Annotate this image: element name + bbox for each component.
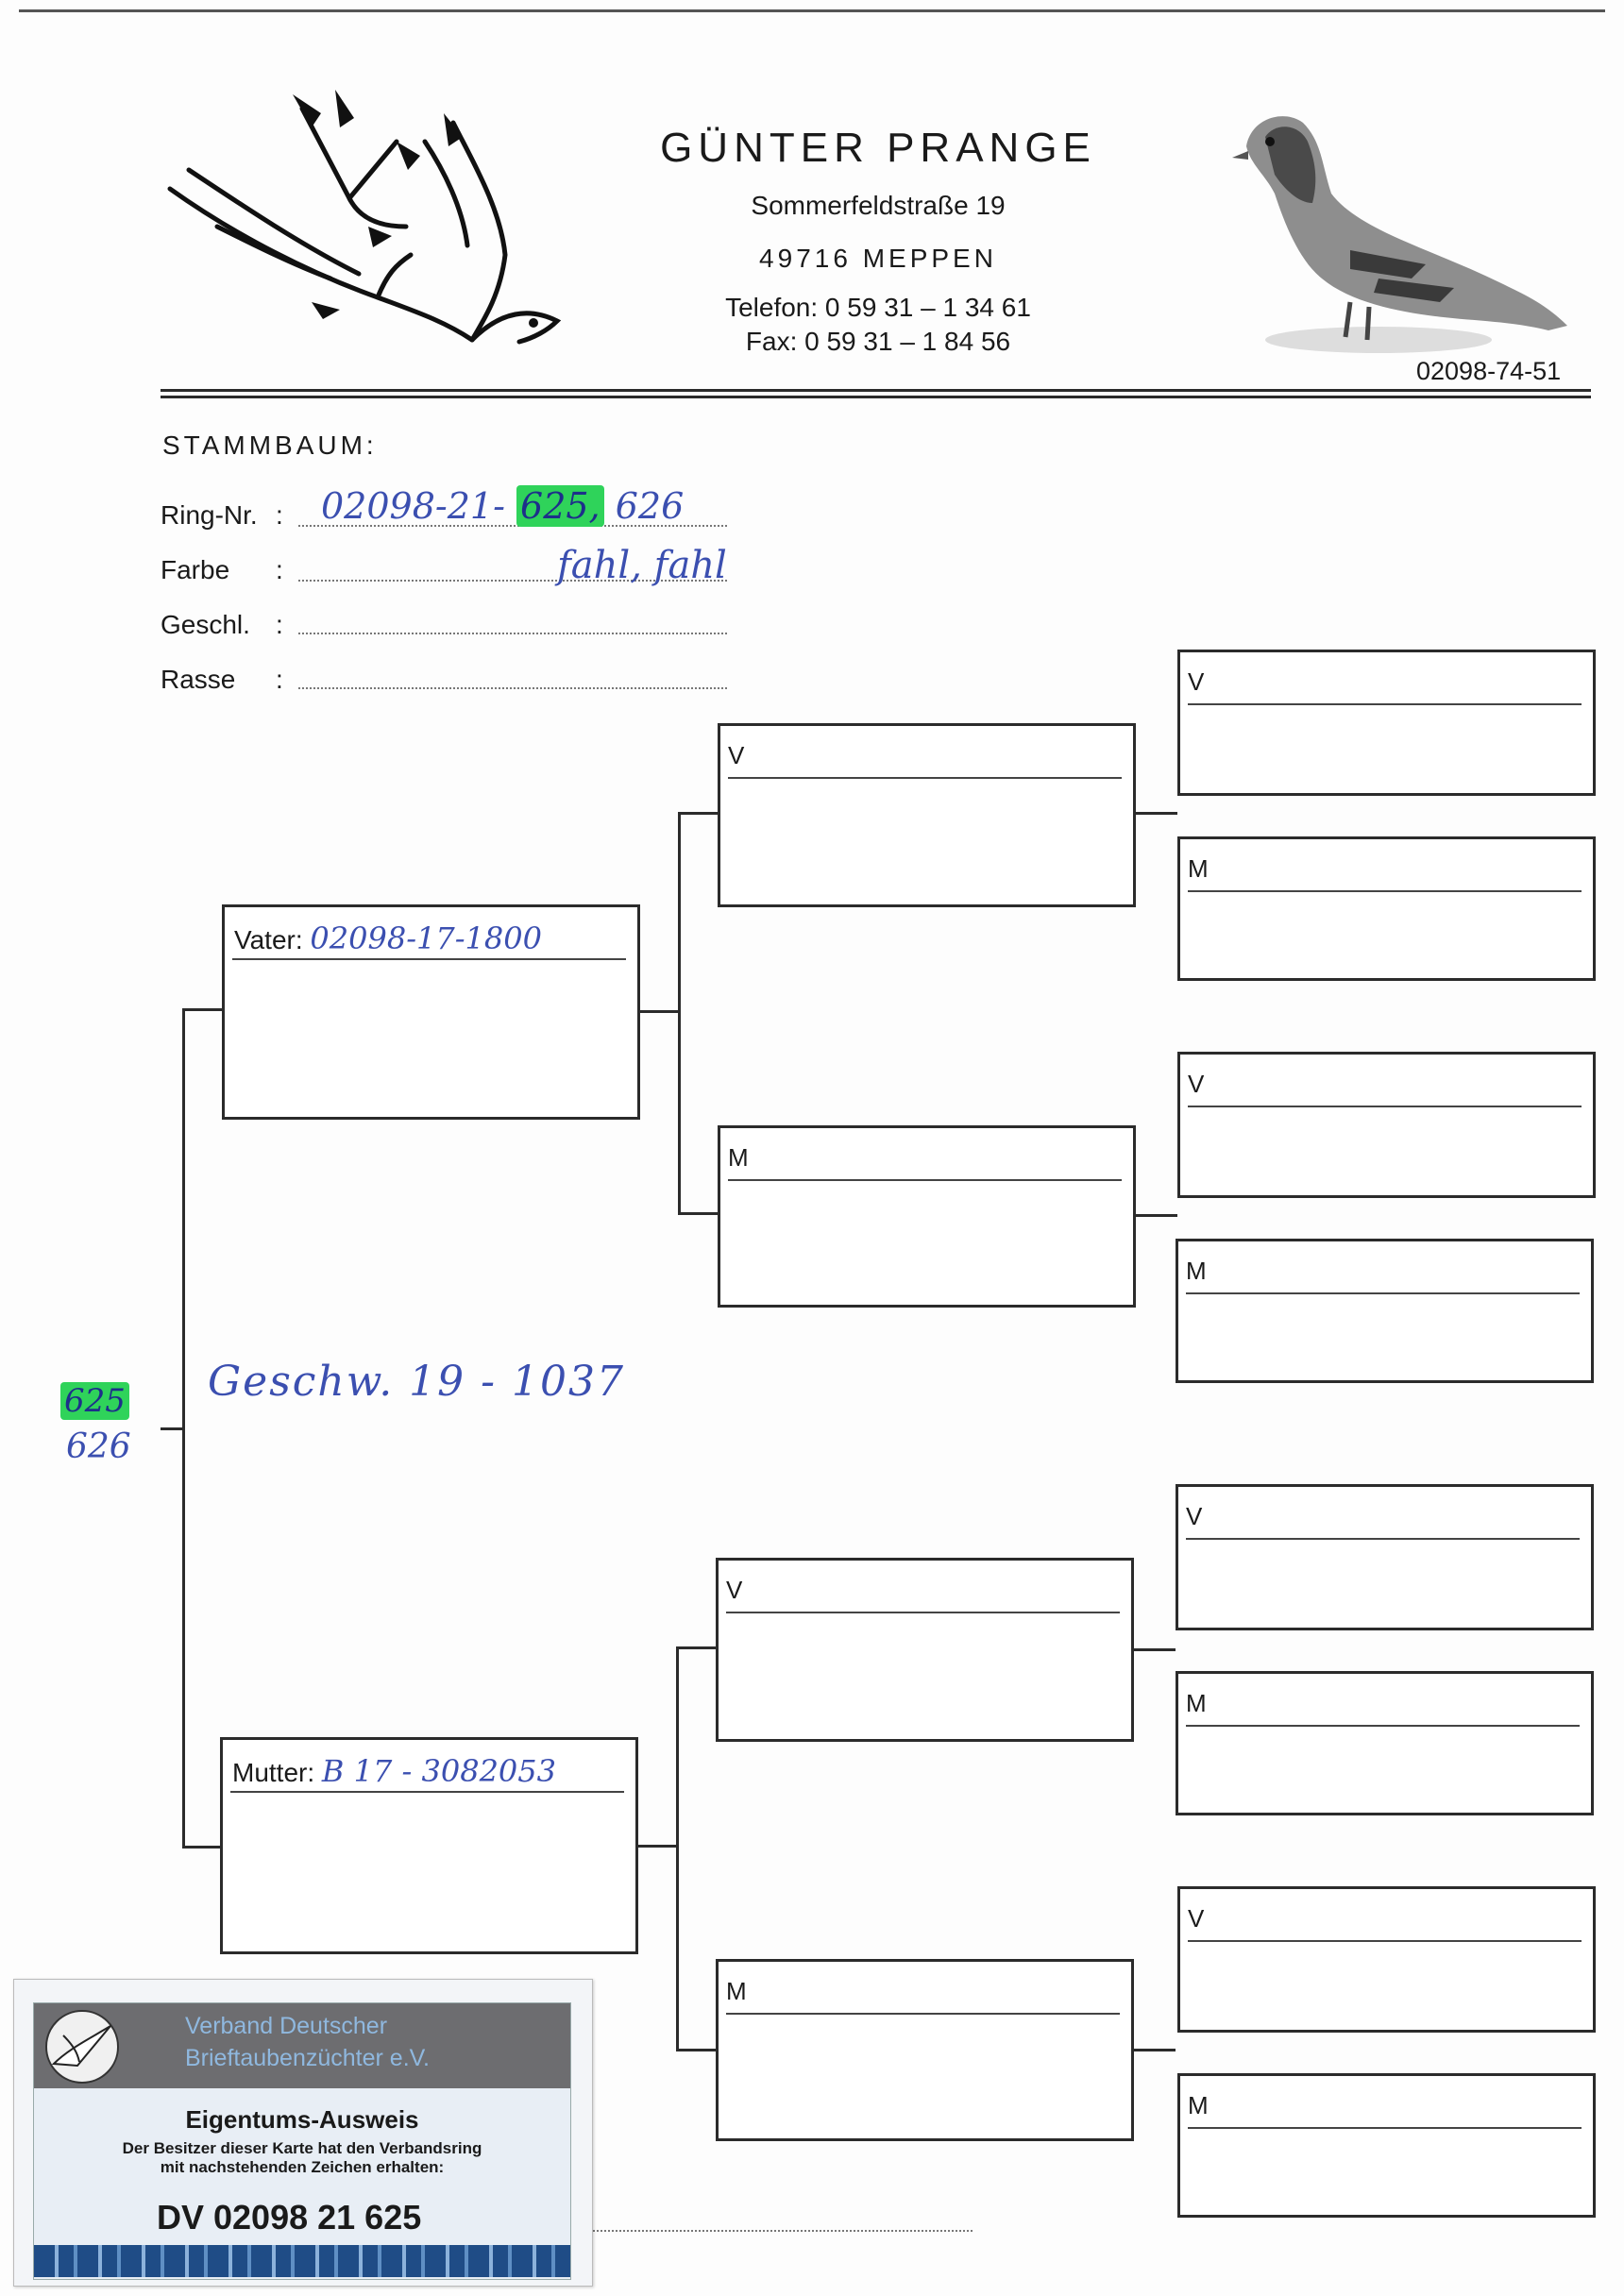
ownership-card: [13, 1979, 593, 2287]
card-title: Eigentums-Ausweis: [185, 2105, 419, 2134]
card-org-line2: Brieftaubenzüchter e.V.: [185, 2045, 430, 2071]
ggp-7-rule: [1188, 1940, 1582, 1942]
pedigree-title: STAMMBAUM:: [162, 430, 378, 460]
card-text-line2: mit nachstehenden Zeichen erhalten:: [160, 2158, 445, 2176]
card-pattern-band: [34, 2245, 570, 2277]
side-ring-second: 626: [66, 1427, 131, 1466]
gm-v-rule: [726, 1612, 1120, 1613]
farbe-label: Farbe: [161, 555, 230, 584]
rasse-dotted-line: [298, 687, 727, 689]
ggp-6-rule: [1186, 1725, 1580, 1727]
mutter-value: B 17 - 3082053: [321, 1753, 556, 1789]
card-text-line1: Der Besitzer dieser Karte hat den Verbandsring: [122, 2139, 482, 2157]
ring-value-highlight: 625,: [516, 485, 604, 527]
grandfather-paternal-box: [718, 723, 1136, 907]
card-number: DV 02098 21 625: [157, 2198, 422, 2237]
geschl-label: Geschl.: [161, 610, 250, 639]
mutter-box: [220, 1737, 638, 1954]
gp-v-rule: [728, 777, 1122, 779]
mutter-connector-bottom: [676, 2049, 718, 2051]
ring-value: [321, 485, 684, 527]
mutter-connector-top: [676, 1646, 718, 1649]
ggp-3-label: V: [1188, 1070, 1205, 1098]
breeder-fax: Fax: 0 59 31 – 1 84 56: [745, 327, 1011, 356]
vater-label-row: [234, 920, 542, 956]
grandmother-paternal-box: [718, 1125, 1136, 1308]
ring-value-prefix: 02098-21-: [321, 485, 505, 527]
pigeon-photo-icon: [1209, 90, 1586, 373]
ggp-box-7: [1177, 1886, 1596, 2033]
vater-value: 02098-17-1800: [310, 920, 542, 956]
ggp-4-label: M: [1186, 1257, 1207, 1285]
ggp-connector-2: [1134, 1214, 1177, 1217]
side-ring-highlight: [60, 1382, 129, 1420]
ggp-1-rule: [1188, 703, 1582, 705]
ggp-connector-1: [1134, 812, 1177, 815]
geschl-dotted-line: [298, 633, 727, 634]
vater-connector-bottom: [678, 1212, 719, 1215]
gm-m-rule: [726, 2013, 1120, 2015]
ggp-box-8: [1177, 2073, 1596, 2218]
gm-v-label: V: [726, 1576, 743, 1604]
farbe-value: fahl, fahl: [557, 544, 727, 587]
card-org-line1: Verband Deutscher: [185, 2013, 388, 2039]
vater-box: [222, 904, 640, 1120]
bird-ring-number: 02098-74-51: [1416, 357, 1562, 385]
ggp-5-rule: [1186, 1538, 1580, 1540]
bird-emblem-icon: [40, 2007, 125, 2086]
vater-connector-v: [678, 812, 681, 1214]
geschl-colon: :: [276, 610, 283, 639]
ggp-connector-3: [1132, 1648, 1176, 1651]
breeder-name: GÜNTER PRANGE: [660, 125, 1096, 171]
ggp-box-6: [1176, 1671, 1594, 1815]
ring-value-suffix: 626: [615, 485, 685, 527]
breeder-street: Sommerfeldstraße 19: [751, 191, 1006, 220]
mutter-connector-h: [636, 1845, 678, 1848]
ggp-1-label: V: [1188, 667, 1205, 696]
vater-rule: [232, 958, 626, 960]
ggp-box-1: [1177, 650, 1596, 796]
ggp-box-4: [1176, 1239, 1594, 1383]
side-ring-highlight-text: 625: [60, 1382, 129, 1420]
ggp-box-3: [1177, 1052, 1596, 1198]
gp-m-label: M: [728, 1143, 749, 1172]
gp-v-label: V: [728, 741, 745, 769]
grandmother-maternal-box: [716, 1959, 1134, 2141]
sibling-note: Geschw. 19 - 1037: [208, 1358, 625, 1406]
breeder-city: 49716 MEPPEN: [759, 244, 997, 273]
header-rule-bottom: [161, 396, 1591, 398]
bracket-main-stub: [161, 1427, 185, 1430]
ggp-box-2: [1177, 836, 1596, 981]
ggp-connector-4: [1132, 2049, 1176, 2051]
vater-connector-top: [678, 812, 719, 815]
mutter-rule: [230, 1791, 624, 1793]
ggp-6-label: M: [1186, 1689, 1207, 1717]
ggp-3-rule: [1188, 1106, 1582, 1107]
card-inner: [33, 2002, 571, 2280]
gm-m-label: M: [726, 1977, 747, 2005]
mutter-label: Mutter:: [232, 1758, 315, 1787]
bottom-dotted-line: [585, 2230, 973, 2232]
rasse-colon: :: [276, 665, 283, 694]
mutter-connector-v: [676, 1646, 679, 2051]
ggp-5-label: V: [1186, 1502, 1203, 1530]
vater-label: Vater:: [234, 925, 303, 954]
bracket-main-bottom: [182, 1846, 224, 1849]
falcon-logo-icon: [161, 85, 576, 368]
ring-label: Ring-Nr.: [161, 500, 258, 530]
ggp-2-rule: [1188, 890, 1582, 892]
ggp-2-label: M: [1188, 854, 1209, 883]
ggp-box-5: [1176, 1484, 1594, 1630]
header-rule-top: [161, 389, 1591, 392]
ggp-4-rule: [1186, 1292, 1580, 1294]
breeder-phone: Telefon: 0 59 31 – 1 34 61: [725, 293, 1031, 322]
grandfather-maternal-box: [716, 1558, 1134, 1742]
farbe-colon: :: [276, 555, 283, 584]
bracket-main-top: [182, 1008, 224, 1011]
ggp-8-rule: [1188, 2127, 1582, 2129]
ggp-7-label: V: [1188, 1904, 1205, 1933]
top-rule: [19, 9, 1605, 12]
rasse-label: Rasse: [161, 665, 236, 694]
ring-colon: :: [276, 500, 283, 530]
gp-m-rule: [728, 1179, 1122, 1181]
mutter-label-row: [232, 1753, 556, 1789]
vater-connector-h: [638, 1010, 680, 1013]
ggp-8-label: M: [1188, 2091, 1209, 2119]
